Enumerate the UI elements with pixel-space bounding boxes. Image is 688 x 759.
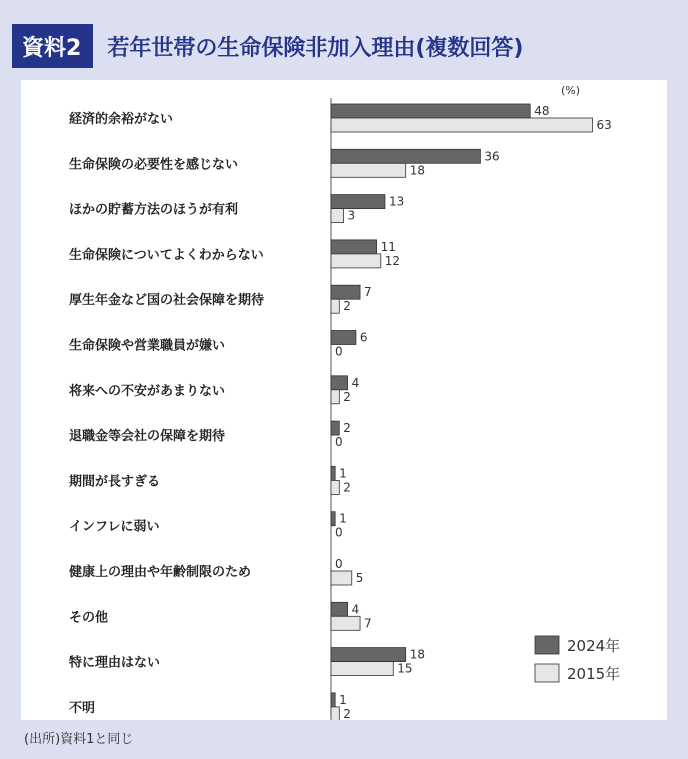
data-label-2015: 5 [355,571,364,585]
legend-label-2024: 2024年 [567,637,621,655]
category-label: インフレに弱い [69,519,160,535]
data-label-2024: 4 [351,375,360,390]
bar-2024 [331,602,348,616]
category-label: 退職金等会社の保障を期待 [69,429,226,445]
legend-label-2015: 2015年 [567,665,621,683]
data-label-2024: 18 [409,647,425,662]
category-label: 期間が長すぎる [69,474,161,490]
bar-chart [21,80,667,720]
bar-2015 [331,163,406,177]
data-label-2015: 63 [596,118,612,132]
data-label-2024: 6 [359,330,368,345]
data-label-2024: 1 [339,692,347,707]
bar-2015 [331,209,343,223]
bar-2024 [331,648,406,662]
unit-label: (%) [561,84,581,97]
chart-header [12,24,672,68]
data-label-2015: 0 [335,344,343,359]
category-label: 厚生年金など国の社会保障を期待 [69,293,265,309]
source-note: (出所)資料1と同じ [24,732,134,747]
bar-2015 [331,299,339,313]
bar-2015 [331,571,352,585]
bar-2024 [331,466,335,480]
bar-2015 [331,662,393,676]
data-label-2015: 2 [343,706,351,720]
category-label: ほかの貯蓄方法のほうが有利 [69,202,239,218]
category-label: 健康上の理由や年齢制限のため [69,565,252,580]
bar-2015 [331,480,339,494]
category-label: 生命保険や営業職員が嫌い [69,338,226,354]
data-label-2024: 4 [351,602,360,617]
category-label: 経済的余裕がない [69,112,174,127]
bar-2015 [331,254,381,268]
legend-swatch-2024 [535,636,559,654]
bar-2024 [331,240,377,254]
data-label-2024: 2 [343,421,351,436]
data-label-2024: 36 [484,149,500,164]
bar-2024 [331,104,530,118]
data-label-2024: 1 [339,511,347,526]
category-label: 生命保険の必要性を感じない [69,157,239,173]
category-label: 特に理由はない [69,655,161,671]
bar-2024 [331,331,356,345]
chart-title: 若年世帯の生命保険非加入理由(複数回答) [107,35,524,61]
category-label: その他 [69,610,109,626]
bar-2024 [331,376,348,390]
bar-2015 [331,118,592,132]
data-label-2024: 13 [388,194,405,209]
data-label-2015: 3 [347,208,356,223]
data-label-2015: 15 [397,661,413,676]
bar-2015 [331,707,339,720]
category-label: 将来への不安があまりない [69,383,226,399]
data-label-2024: 1 [339,466,347,481]
data-label-2015: 2 [343,389,351,404]
data-label-2024: 0 [335,557,343,571]
category-label: 生命保険についてよくわからない [69,247,264,263]
data-label-2015: 2 [343,299,351,314]
bar-2024 [331,693,335,707]
data-label-2015: 18 [409,163,425,178]
category-label: 不明 [69,700,96,716]
bar-2024 [331,195,385,209]
data-label-2024: 48 [534,104,550,118]
legend-swatch-2015 [535,664,559,682]
data-label-2024: 11 [380,239,396,254]
bar-2015 [331,390,339,404]
data-label-2015: 0 [335,435,343,450]
figure-badge: 資料2 [12,24,93,68]
data-label-2015: 2 [343,480,351,495]
data-label-2024: 7 [364,285,372,300]
bar-2024 [331,285,360,299]
data-label-2015: 0 [335,525,343,540]
bar-2024 [331,512,335,526]
bar-2024 [331,421,339,435]
data-label-2015: 12 [384,253,401,268]
bar-2024 [331,149,480,163]
bar-2015 [331,616,360,630]
chart-panel [21,80,667,720]
data-label-2015: 7 [364,616,372,631]
